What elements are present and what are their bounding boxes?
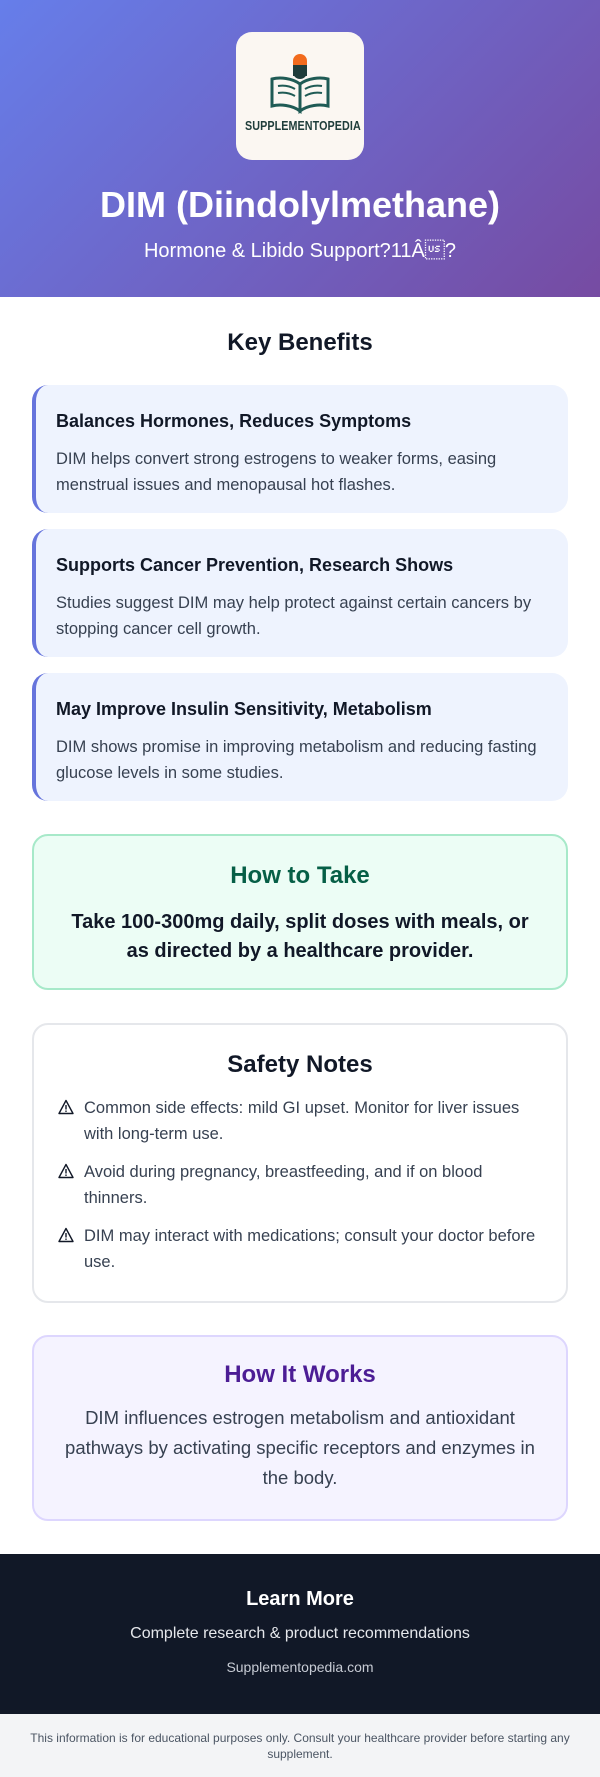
book-pill-logo-icon [266, 54, 334, 114]
benefit-heading: Balances Hormones, Reduces Symptoms [56, 411, 412, 431]
safety-item [58, 1159, 538, 1211]
how-to-take-title: How to Take [230, 862, 370, 889]
safety-item [58, 1223, 538, 1275]
logo [236, 32, 364, 160]
benefit-card [32, 385, 568, 513]
benefit-heading: Supports Cancer Prevention, Research Shows [56, 555, 454, 575]
benefit-card [32, 673, 568, 801]
how-it-works-text: DIM influences estrogen metabolism and antioxidant pathways by activating specific receptors and enzymes in the body. [65, 1407, 535, 1488]
website-link[interactable]: Supplementopedia.com [226, 1659, 374, 1675]
how-it-works-card [32, 1335, 568, 1521]
benefit-card [32, 529, 568, 657]
safety-item-text: Avoid during pregnancy, breastfeeding, and if on blood thinners. [84, 1163, 483, 1207]
logo-text: SUPPLEMENTOPEDIA [244, 119, 361, 133]
warning-icon [58, 1163, 74, 1179]
safety-list [34, 1095, 566, 1275]
footer [0, 1554, 600, 1714]
benefit-text: DIM helps convert strong estrogens to weaker forms, easing menstrual issues and menopausal hot flashes. [56, 450, 497, 494]
benefit-text: DIM shows promise in improving metabolism and reducing fasting glucose levels in some studies. [56, 738, 537, 782]
safety-item-text: Common side effects: mild GI upset. Monitor for liver issues with long-term use. [84, 1099, 520, 1143]
page-subtitle: Hormone & Libido Support?11Â ? [143, 240, 457, 262]
warning-icon [58, 1099, 74, 1115]
how-it-works-title: How It Works [224, 1361, 376, 1388]
safety-item [58, 1095, 538, 1147]
safety-title: Safety Notes [227, 1051, 373, 1078]
benefit-heading: May Improve Insulin Sensitivity, Metabolism [56, 699, 432, 719]
dosage-text: Take 100-300mg daily, split doses with meals, or as directed by a healthcare provider. [71, 911, 529, 962]
page-title: DIM (Diindolylmethane) [99, 184, 500, 225]
how-to-take-card [32, 834, 568, 990]
disclaimer: This information is for educational purposes only. Consult your healthcare provider before starting any supplement. [0, 1714, 600, 1777]
safety-notes-card [32, 1023, 568, 1303]
header [0, 0, 600, 297]
safety-item-text: DIM may interact with medications; consult your doctor before use. [84, 1227, 536, 1271]
footer-description: Complete research & product recommendations [130, 1625, 470, 1642]
benefit-text: Studies suggest DIM may help protect against certain cancers by stopping cancer cell growth. [56, 594, 532, 638]
benefits-title: Key Benefits [227, 329, 373, 356]
footer-title: Learn More [246, 1588, 354, 1610]
warning-icon [58, 1227, 74, 1243]
